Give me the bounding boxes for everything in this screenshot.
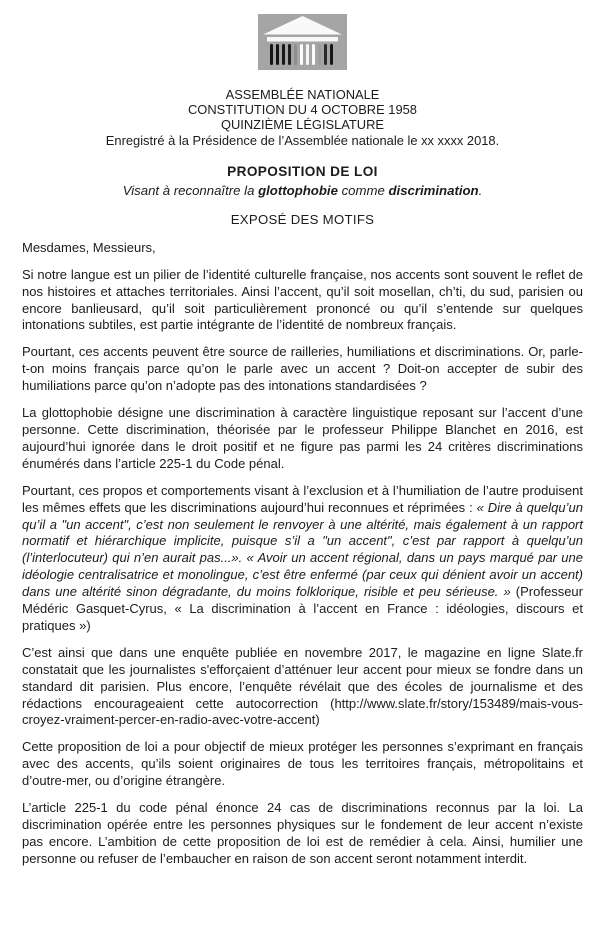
- quote-text: « Dire à quelqu’un qu’il a "un accent", c’est non seulement le renvoyer à une altérité, mais également à un rapport normatif et hiérarchique implicite, puisque s’il a "un accent", c’est par rapport à quelqu’un (l’interlocuteur) qui n’en aurait pas...». « Avoir un accent régional, dans un pays marqué par une idéologie centralisatrice et monolingue, c’est être enfermé (par ceux qui dénient avoir un accent) dans une altérité sinon dégradante, du moins folklorique, risible et peu sérieuse. »: [22, 499, 583, 600]
- header-legislature: QUINZIÈME LÉGISLATURE: [220, 117, 385, 133]
- subtitle-run: .: [478, 182, 483, 198]
- assemblee-nationale-logo-image: [258, 14, 347, 70]
- document-title: PROPOSITION DE LOI: [227, 163, 378, 179]
- quote-intro: Pourtant, ces propos et comportements visant à l’exclusion et à l’humiliation de l’autre produisent les mêmes effets que les discriminations aujourd’hui reconnues et réprimées :: [22, 482, 583, 515]
- paragraph-quote-blanchet: [22, 483, 583, 635]
- subtitle-run: comme: [337, 182, 389, 198]
- architrave-shape: [267, 37, 338, 42]
- subtitle-keyword-glottophobie: glottophobie: [258, 182, 338, 198]
- paragraph-identity-accents: Si notre langue est un pilier de l’identité culturelle française, nos accents sont souvent le reflet de nos histoires et attaches territoriales. Ainsi l’accent, qu’il soit mosellan, ch’ti, du sud, parisien ou encore banlieusard, qu’il soit particulièrement prononcé ou qu’il s’entende sur quelques intonations subtiles, est partie intégrante de l’identité de nombreux français.: [22, 266, 583, 333]
- document-header: [22, 87, 583, 148]
- document-body: [22, 240, 583, 868]
- header-registration: Enregistré à la Présidence de l’Assemblée nationale le xx xxxx 2018.: [105, 132, 500, 148]
- title-block: [22, 163, 583, 199]
- paragraph-article-225-1: L’article 225-1 du code pénal énonce 24 cas de discriminations reconnus par la loi. La discrimination opérée entre les personnes physiques sur le fondement de leur accent n’existe pas encore. L’ambition de cette proposition de loi est de remédier à cela. Ainsi, humilier une personne ou refuser de l’embaucher en raison de son accent seront notamment interdit.: [22, 800, 583, 866]
- section-title: EXPOSÉ DES MOTIFS: [230, 211, 375, 227]
- header-institution: ASSEMBLÉE NATIONALE: [225, 87, 380, 102]
- subtitle-keyword-discrimination: discrimination: [388, 182, 479, 198]
- assemblee-nationale-logo: [22, 14, 583, 75]
- salutation: Mesdames, Messieurs,: [22, 239, 156, 255]
- paragraph-railleries: Pourtant, ces accents peuvent être source de railleries, humiliations et discriminations. Or, parle-t-on moins français parce qu’on le parle avec un accent ? Doit-on accepter de subir des humiliations parce qu’on n’adopte pas des intonations standardisées ?: [22, 344, 583, 394]
- subtitle-run: Visant à reconnaître la: [122, 182, 259, 198]
- paragraph-slate-enquete: C’est ainsi que dans une enquête publiée en novembre 2017, le magazine en ligne Slate.fr constatait que les journalistes s'efforçaient d’atténuer leur accent pour mieux se fondre dans un standard dit parisien. Plus encore, l’enquête révélait que des écoles de journalisme et des rédactions encourageaient cette autocorrection (http://www.slate.fr/story/153489/mais-vous-croyez-vraiment-percer-en-radio-avec-votre-accent): [22, 644, 583, 728]
- header-constitution: CONSTITUTION DU 4 OCTOBRE 1958: [188, 102, 417, 118]
- paragraph-definition-glottophobie: La glottophobie désigne une discrimination à caractère linguistique reposant sur l’accent d’une personne. Cette discrimination, théorisée par le professeur Philippe Blanchet en 2016, est aujourd’hui ignorée dans le droit positif et ne figure pas parmi les 24 critères discriminations énumérés dans l’article 225-1 du Code pénal.: [22, 405, 583, 471]
- paragraph-objectif: Cette proposition de loi a pour objectif de mieux protéger les personnes s’exprimant en français avec des accents, qu’ils soient originaires de tous les territoires français, métropolitains et d’outre-mer, ou d’origine étrangère.: [22, 739, 583, 789]
- document-subtitle: [22, 182, 583, 199]
- quote-attribution: (Professeur Médéric Gasquet-Cyrus, « La discrimination à l’accent en France : idéologies, discours et pratiques »): [22, 584, 583, 633]
